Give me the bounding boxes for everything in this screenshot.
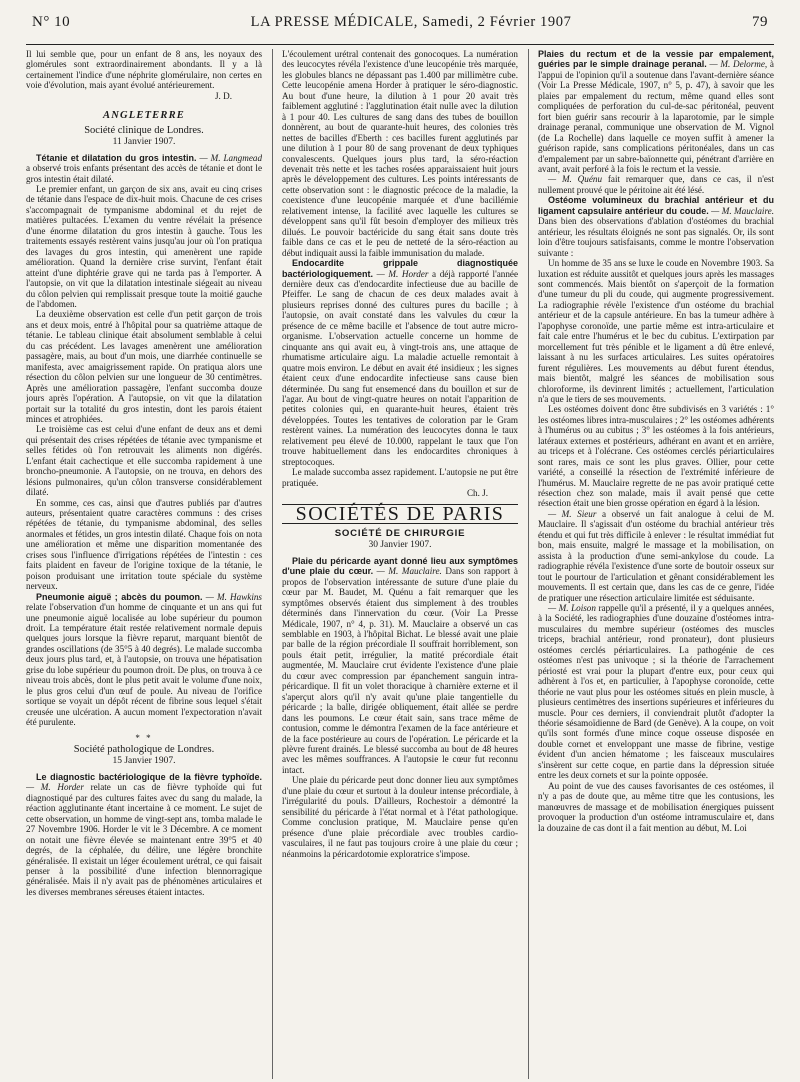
page-header <box>26 8 774 40</box>
paragraph: Les ostéomes doivent donc être subdivisés en 3 variétés : 1° les ostéomes libres intra-musculaires ; 2° les ostéomes adhérents à l'humérus ou au cubitus ; 3° les ostéomes à la fois antérieurs, latéraux externes et postérieurs, adhérant en avant et en arrière, au triceps et à l'olécrane. Ces ostéomes cerclés périarticulaires sont rares, mais ce sont les plus graves. Ollier, pour cette variété, a conseillé la résection de l'extrémité inférieure de l'humérus. M. Mauclaire regrette de ne pas avoir pratiqué cette résection chez son malade, mais il avait pensé que cette résection était une bien grosse opération en égard à la lésion. <box>538 404 774 509</box>
paragraph: Le malade succomba assez rapidement. L'autopsie ne put être pratiquée. <box>282 467 518 488</box>
paragraph-body: rappelle qu'il a présenté, il y a quelques années, à la Société, les radiographies d'une douzaine d'ostéomes intra-musculaires du membre supérieur (ostéomes des muscles triceps, brachial antérieur, rond pronateur), dont plusieurs ostéomes cerclés périarticulaires. La pathogénie de ces ostéomes n'est pas univoque ; si la théorie de l'arrachement périosté est vrai pour la plupart d'entre eux, pour ceux qui adhèrent à l'os et, en particulier, à l'apophyse coronoïde, cette théorie ne vaut plus pour les ostéomes situés en plein muscle, à plusieurs centimètres des insertions supérieures et inférieures du muscle. Pour ces derniers, il conviendrait plutôt d'adopter la théorie sésamoïdienne de Bard (de Genève). A la coupe, on voit qu'ils sont formés d'une mince coque osseuse disposée en double cornet et enveloppant une masse de fibrine, vestige évident d'un ancien hématome ; les faisceaux musculaires s'insèrent sur cette coque, en partie dans la dépression située entre les deux cornets et sur la pointe opposée. <box>538 603 774 781</box>
paragraph: Au point de vue des causes favorisantes de ces ostéomes, il n'y a pas de doute que, au même titre que les contusions, les manœuvres de massage et de mobilisation énergiques puissent provoquer la production d'un ostéome intramusculaire et, dans la douzaine de cas dont il a fait mention au début, M. Loi <box>538 780 774 833</box>
article-author: — M. Horder <box>373 268 429 279</box>
society-name-2: Société pathologique de Londres. <box>73 744 215 755</box>
section-separator: * * <box>135 732 153 743</box>
paragraph-body: fait remarquer que, dans ce cas, il n'est nullement prouvé que le péritoine ait été lésé. <box>538 174 774 195</box>
article-body: Dans bien des observations d'ablation d'ostéomes du brachial antérieur, les résultats éloignés ne sont pas signalés. Or, ils sont loin d'être toujours satisfaisants, comme le montre l'observation suivante : <box>538 216 774 258</box>
article-title: Plaie du péricarde ayant donné lieu aux symptômes d'une plaie du cœur. <box>282 555 518 577</box>
article-rectum <box>538 49 774 174</box>
paragraph <box>538 509 774 603</box>
article-body: à l'appui de l'opinion qu'il a soutenue dans l'avant-dernière séance (Voir La Presse Médicale, 1907, n° 5, p. 47), à savoir que les plaies par empalement du rectum, même quand elles sont compliquées de perforation du cul-de-sac péritonéal, peuvent fort bien guérir sans recourir à la laparotomie, par le simple drainage peranal, communique une observation de M. Vignol (de La Rochelle) dans laquelle ce moyen suffit à amener la guérison rapide, sans complications péritonéales, dans un cas d'empalement par un sabre-baïonnette qui, pénétrant d'arrière en avant, avait perforé à la fois le rectum et la vessie. <box>538 59 774 174</box>
article-author: — M. Delorme, <box>706 59 768 70</box>
section-country: ANGLETERRE <box>102 110 185 122</box>
society-name-1: Société clinique de Londres. <box>84 124 204 136</box>
article-title: Tétanie et dilatation du gros intestin. <box>36 152 197 163</box>
article-body: relate l'observation d'un homme de cinquante et un ans qui fut une pneumonie aiguë localisée au lobe supérieur du poumon droit. La température était restée relativement normale depuis quelques jours lorsque la fièvre reparut, marquant bientôt de grandes oscillations (de 35°5 à 40 degrés). Le malade succomba deux jours plus tard, et, à l'autopsie, on trouva une hépatisation grise du lobe supérieur du poumon droit. De plus, on trouva à ce niveau trois abcès, dont le plus petit avait le volume d'une noix, le plus gros celui d'un œuf de poule. Au niveau de l'orifice sortique se voyait un dépôt récent de fibrine sous lequel s'était creusée une ulcération. A aucun moment l'expectoration n'avait été purulente. <box>26 602 262 728</box>
speaker-name: — M. Loison <box>548 603 596 614</box>
article-author: — M. Mauclaire. <box>373 566 442 577</box>
paragraph: Une plaie du péricarde peut donc donner lieu aux symptômes d'une plaie du cœur et surtout à la douleur intense précordiale, à l'irrégularité du pouls. D'ailleurs, Rochestoir a démontré la sensibilité du péricarde à l'état normal et à l'état pathologique. Comme conclusion pratique, M. Mauclaire pense qu'en présence d'une plaie précordiale avec troubles cardio-vasculaires, il ne faut pas toujours croire à une plaie du cœur ; néanmoins la péricardotomie exploratrice s'impose. <box>282 775 518 859</box>
journal-title: LA PRESSE MÉDICALE, Samedi, 2 Février 1907 <box>250 14 572 30</box>
subsection-date: 30 Janvier 1907. <box>368 540 432 551</box>
column-2 <box>272 49 518 1079</box>
article-body: relate un cas de fièvre typhoïde qui fut diagnostiqué par des cultures faites avec du sang du malade, la réaction agglutinante étant incertaine à ce moment. Le sujet de cette observation, un homme de vingt-sept ans, tomba malade le 27 Novembre 1906. Horder le vit le 3 Décembre. A ce moment on notait une fièvre élevée se maintenant entre 39°5 et 40 degrés, de la céphalée, du délire, une légère bronchite généralisée. Il existait un léger écoulement urétral, ce qui faisait penser à la possibilité d'une infection blennorragique généralisée. Mais il n'y avait pas de phénomènes articulaires et les diverses membranes séreuses étaient intactes. <box>26 782 262 897</box>
article-endocardite <box>282 258 518 467</box>
article-author: — M. Hawkins <box>202 591 262 602</box>
article-signature: Ch. J. <box>466 488 488 499</box>
paragraph <box>538 603 774 781</box>
section-banner: SOCIÉTÉS DE PARIS <box>282 504 518 523</box>
paragraph: Un homme de 35 ans se luxe le coude en Novembre 1903. Sa luxation est réduite aussitôt et quelques jours après les massages sont commencés. Mais bientôt on s'aperçoit de la formation d'une tumeur du pli du coude, qui augmente progressivement. La radiographie révèle l'existence d'un ostéome du brachial antérieur et de la capsule antérieure. En bas la tumeur adhère à l'apophyse coronoïde, une partie même est intra-articulaire et fait cale entre l'humérus et le bec du cubitus. L'extirpation par morcellement fut très pénible et le ligament a dû être enlevé, laissant à nu les surfaces articulaires. Les suites opératoires furent régulières. Les mouvements au début furent étendus, mais bientôt, malgré les séances de mobilisation sous chloroforme, ils devinrent limités ; actuellement, l'articulation n'a que le tiers de ses mouvements. <box>538 258 774 404</box>
article-pericarde <box>282 556 518 776</box>
intro-paragraph: Il lui semble que, pour un enfant de 8 ans, les noyaux des glomérules sont extraordinairement abondants. Il y a là certainement l'indice d'une néphrite glomérulaire, non certes en voie d'évolution, mais ayant évolué antérieurement. <box>26 49 262 91</box>
page-number: 79 <box>752 14 768 30</box>
paragraph <box>538 174 774 195</box>
article-columns <box>26 49 774 1079</box>
paragraph: En somme, ces cas, ainsi que d'autres publiés par d'autres auteurs, présentaient quatre caractères communs : des crises répétées de tétanie, du tympanisme abdominal, des selles anormales et fétides, un gros intestin dilaté. Chaque fois on nota une amélioration et même une disparition momentanée des crises sous l'influence d'irrigations répétées de l'intestin : ces faits plaident en faveur de l'origine toxique de la tétanie, le poison produisant une irritation toute spéciale du système nerveux. <box>26 497 262 592</box>
society-date-2: 15 Janvier 1907. <box>112 756 176 767</box>
paragraph: L'écoulement urétral contenait des gonocoques. La numération des leucocytes révéla l'existence d'une leucopénie très marquée, les globules blancs ne dépassant pas 1.400 par millimètre cube. Cette leucopénie amena Horder à pratiquer le séro-diagnostic. Au bout d'une heure, la dilution à 1 pour 20 avait très faiblement agglutiné : l'agglutination était nulle avec la dilution à 1 pour 40. Les cultures de sang dans des tubes de bouillon donnèrent, au bout de quarante-huit heures, des colonies très nettes de bacilles d'Eberth : ces bacilles furent agglutinés par une dilution à 1 pour 80 de sang provenant de deux typhiques convalescents. Quelques jours plus tard, la séro-réaction devenait très nette et les taches rosées apparaissaient huit jours après le développement des cultures. Les points intéressants de cette observation sont : le diagnostic précoce de la maladie, la coexistence d'une leucopénie marquée et d'une bacillémie relativement intense, la facilité avec laquelle les cultures se développent sans qu'il fût besoin d'employer des milieux très dilués. Le pouvoir bactéricide du sang était sans doute très faible dans ce cas et le peu de netteté de la séro-réaction au début indiquait aussi la faible immunisation du malade. <box>282 49 518 258</box>
speaker-name: — M. Quénu <box>548 174 603 185</box>
speaker-name: — M. Sieur <box>548 508 597 519</box>
article-title: Pneumonie aiguë ; abcès du poumon. <box>36 591 203 602</box>
column-3 <box>528 49 774 1079</box>
article-body: a déjà rapporté l'année dernière deux cas d'endocardite infectieuse due au bacille de Pfeiffer. Le sang de chacun de ces deux malades avait à plusieurs reprises donné des cultures pures du bacille ; à l'autopsie, on avait constaté dans les valvules du cœur la présence de ce même bacille et l'absence de tout autre micro-organisme. L'observation actuelle concerne un homme de cinquante ans qui avait eu, à vingt-trois ans, une attaque de rhumatisme articulaire aigu. La maladie actuelle remontait à quatre mois environ. Le début en avait été insidieux ; les signes étaient ceux d'une endocardite infectieuse sans cause bien déterminée. Du sang fut ensemencé dans du bouillon et sur de l'agar. Au bout de vingt-quatre heures on notait l'apparition de petites colonies qui, en quarante-huit heures, étaient très développées. Toutes les tentatives de coloration par le Gram restèrent vaines. La numération des leucocytes donna le taux relativement peu élevé de 10.000, rappelant le taux que l'on trouve habituellement dans les endocardites chroniques à streptocoques. <box>282 268 518 467</box>
column-1 <box>26 49 262 1079</box>
subsection-title: SOCIÉTÉ DE CHIRURGIE <box>334 527 466 539</box>
article-body: Dans son rapport à propos de l'observation intéressante de suture d'une plaie du cœur par M. Baudet, M. Quénu a fait remarquer que les symptômes observés étaient dus simplement à des troubles déterminés dans l'innervation du cœur. (Voir La Presse Médicale, 1907, n° 4, p. 31). M. Mauclaire a observé un cas semblable en 1903, à l'hôpital Bichat. Le blessé avait une plaie par balle de la région précordiale Il souffrait horriblement, son pouls était petit, irrégulier, la matité précordiale était augmentée, M. Mauclaire crut évidente l'existence d'une plaie du cœur avec compression par épanchement sanguin intra-péricardique. Il fit un volet thoracique à charnière externe et il s'aperçut alors qu'il n'y avait qu'une plaie tangentielle du péricarde ; la balle, dirigée obliquement, était allée se perdre dans les poumons. Le cœur était sain, sans trace même de contusion, comme le démontra l'examen de la face antérieure et de la face postérieure au cours de l'opération. Le péricarde et la plèvre furent drainés. Le blessé succomba au bout de 48 heures avec les mêmes souffrances. A l'autopsie le cœur fut reconnu intact. <box>282 566 518 775</box>
paragraph: Le premier enfant, un garçon de six ans, avait eu cinq crises de tétanie dans l'espace de dix-huit mois. Chacune de ces crises s'accompagnait de tympanisme abdominal et du rejet de matières pultacées. L'examen du ventre révélait la présence d'une énorme dilatation du gros intestin à gauche. Tous les traitements essayés restèrent vains jusqu'au jour où l'on pratiqua des lavages du gros intestin, qui amenèrent une rapide amélioration. Quand la dernière crise survint, l'enfant était atteint d'une diphtérie grave qui ne tarda pas à l'emporter. A l'autopsie, on vit que la dilatation intestinale siégeait au niveau du côlon pelvien qui remplissait presque toute la moitié gauche de l'abdomen. <box>26 183 262 309</box>
intro-signature: J. D. <box>215 90 232 101</box>
article-title: Endocardite grippale diagnostiquée bactériologiquement. <box>282 258 518 279</box>
article-title: Plaies du rectum et de la vessie par empalement, guéries par le simple drainage peranal. <box>538 49 774 70</box>
article-osteome <box>538 195 774 258</box>
issue-number: N° 10 <box>32 14 71 30</box>
article-title: Le diagnostic bactériologique de la fièvre typhoïde. <box>36 771 262 782</box>
article-pneumonie <box>26 592 262 728</box>
article-author: — M. Mauclaire. <box>708 205 774 216</box>
paragraph: La deuxième observation est celle d'un petit garçon de trois ans et deux mois, entré à l'hôpital pour sa quatrième attaque de tétanie. Le tableau clinique était absolument semblable à celui du cas précédent. Les lavages amenèrent une amélioration passagère, mais, au bout d'un mois, une diarrhée continuelle se manifesta, avec amaigrissement rapide. On pratiqua alors une résection du côlon pelvien sur une longueur de 30 centimètres. Après une amélioration passagère, l'enfant succomba douze jours après l'opération. A l'autopsie, on vit que la dilatation portait sur la totalité du gros intestin, dont les parois étaient minces et atrophiées. <box>26 309 262 424</box>
paragraph-body: a observé un fait analogue à celui de M. Mauclaire. Il s'agissait d'un ostéome du brachial antérieur très étendu et qui fut très difficile à enlever : le résultat immédiat fut bon, mais ensuite, malgré le massage et la mobilisation, on assista à la production d'une semi-ankylose du coude. La radiographie révéla l'existence d'une sorte de boutoir osseux sur tout le pourtour de l'articulation et gênant considérablement les mouvements. Il est certain que, dans les cas de ce genre, l'idée de pratiquer une résection articulaire limitée est séduisante. <box>538 508 774 603</box>
article-author: — M. Horder <box>26 782 84 793</box>
article-typhoide <box>26 772 262 897</box>
article-tetanie <box>26 153 262 184</box>
header-rule <box>26 44 774 45</box>
society-date-1: 11 Janvier 1907. <box>112 137 176 148</box>
article-title: Ostéome volumineux du brachial antérieur et du ligament capsulaire antérieur du coude. <box>538 195 774 216</box>
paragraph: Le troisième cas est celui d'une enfant de deux ans et demi qui présentait des crises répétées de tétanie avec tympanisme et selles fétides où l'on retrouvait les aliments non digérés. L'enfant était cachectique et elle succomba rapidement à une broncho-pneumonie. A l'autopsie, on ne trouva, en dehors des lésions pulmonaires, qu'un côlon transverse considérablement dilaté. <box>26 424 262 498</box>
article-body: a observé trois enfants présentant des accès de tétanie et dont le gros intestin était dilaté. <box>26 163 262 184</box>
article-author: — M. Langmead <box>196 152 262 163</box>
